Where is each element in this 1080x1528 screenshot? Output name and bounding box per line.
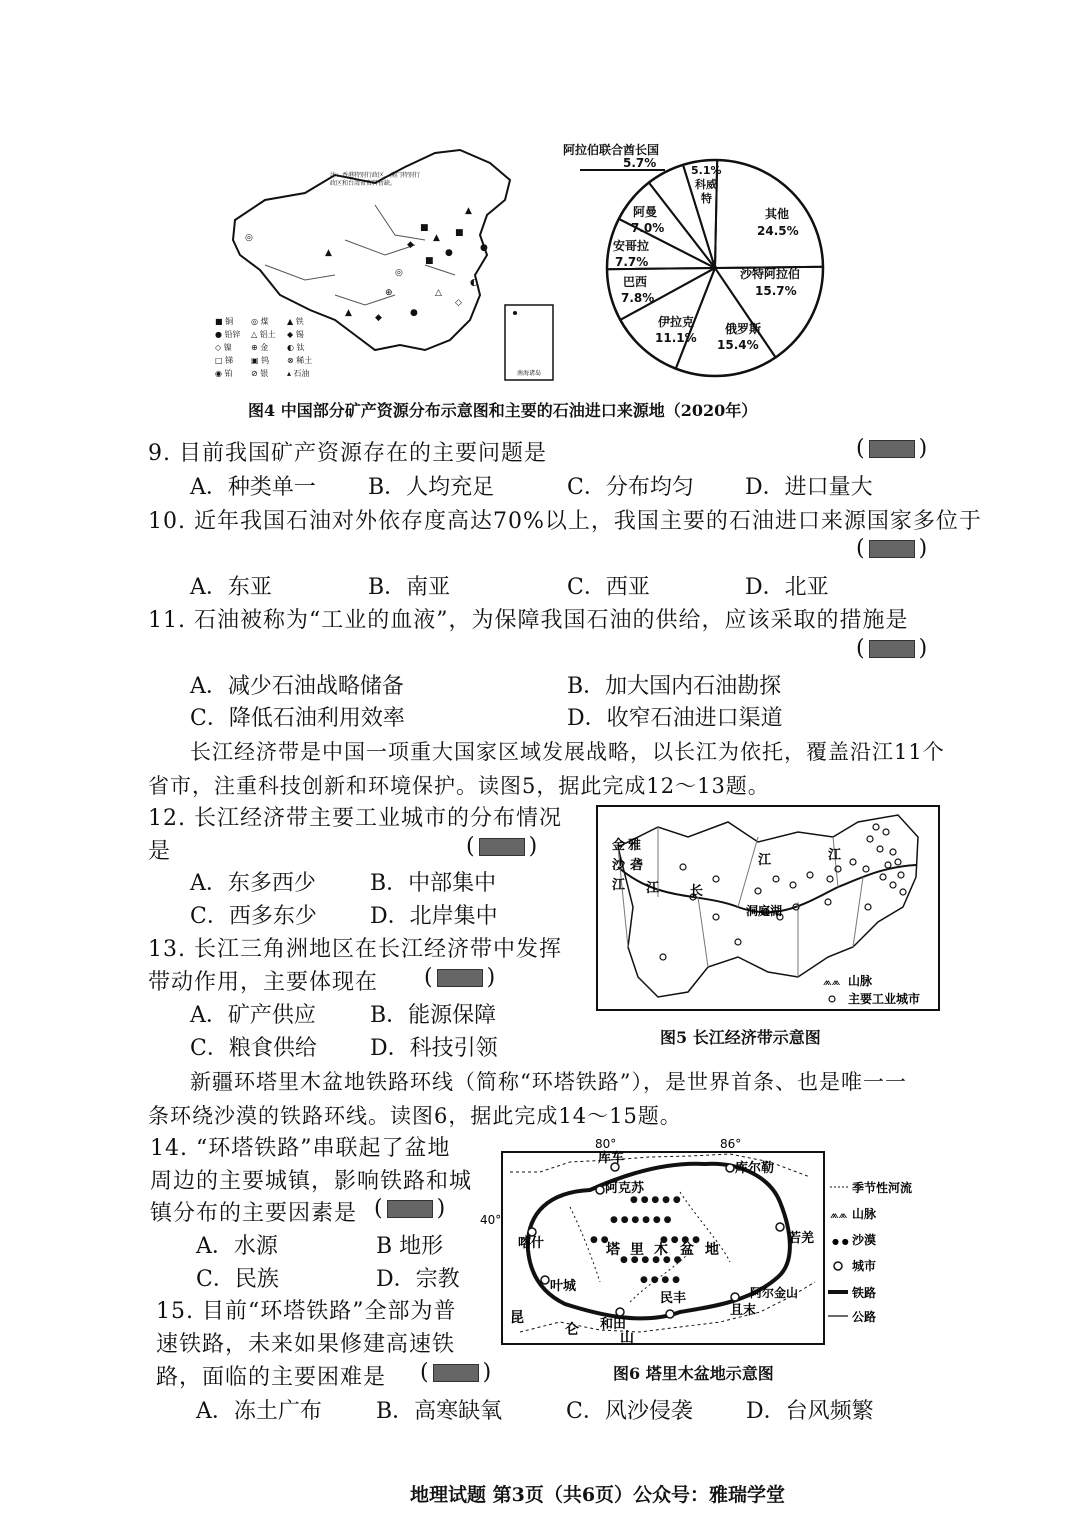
q9-option-b[interactable]: B．人均充足 [368, 475, 495, 500]
legend4-item: ■ 铜 [215, 317, 234, 326]
q12-answer-blank[interactable]: ( ) [466, 834, 538, 859]
q12-stem-line1: 12. 长江经济带主要工业城市的分布情况 [148, 806, 562, 831]
legend4-item: ◉ 铂 [215, 369, 233, 378]
q11-stem: 11. 石油被称为“工业的血液”，为保障我国石油的供给，应该采取的措施是 [148, 608, 909, 633]
figure6-caption: 图6 塔里木盆地示意图 [613, 1364, 774, 1383]
city-kuerle: 库尔勒 [735, 1161, 775, 1176]
basin-char-5: 地 [705, 1242, 719, 1258]
q9-option-d[interactable]: D．进口量大 [745, 475, 873, 500]
svg-text:● ● ● ● ● ●: ● ● ● ● ● ● [610, 1215, 672, 1225]
map-label-sha: 沙 [612, 858, 626, 873]
pie-label-sa-name: 沙特阿拉伯 [740, 267, 801, 281]
q11-option-a[interactable]: A．减少石油战略储备 [190, 674, 404, 699]
q14-option-b[interactable]: B 地形 [376, 1234, 444, 1259]
figure5-yangtze-map [596, 805, 940, 1011]
pie-label-uae-value: 5.7% [623, 156, 657, 170]
pie-label-om-value: 7.0% [631, 221, 665, 235]
svg-text:◎: ◎ [395, 268, 403, 278]
q13-option-c[interactable]: C．粮食供给 [190, 1036, 317, 1061]
city-qiemo: 且末 [730, 1303, 757, 1318]
legend4-item: ▣ 钨 [251, 356, 270, 365]
pie-label-ru-name: 俄罗斯 [725, 322, 762, 336]
legend4-item: ⊕ 金 [251, 343, 269, 352]
legend4-item: ⊘ 银 [251, 369, 269, 378]
map-label-jiang1: 江 [612, 878, 626, 893]
q12-option-b[interactable]: B．中部集中 [370, 871, 497, 896]
q9-answer-blank[interactable]: ( ) [856, 436, 928, 461]
mountain-symbol: ⩕⩕ [823, 975, 841, 988]
q10-option-d[interactable]: D．北亚 [745, 575, 829, 600]
svg-text:●: ● [480, 243, 488, 253]
q14-option-d[interactable]: D．宗教 [376, 1267, 460, 1292]
pie-label-uae-name: 阿拉伯联合酋长国 [563, 143, 660, 157]
svg-text:● ● ● ● ●: ● ● ● ● ● [630, 1195, 681, 1205]
pie-label-om-name: 阿曼 [633, 205, 658, 219]
map-label-jin: 金 [612, 838, 626, 853]
q10-option-a[interactable]: A．东亚 [190, 575, 272, 600]
svg-text:⊕: ⊕ [385, 288, 393, 298]
q9-stem: 9. 目前我国矿产资源存在的主要问题是 [148, 441, 547, 466]
q10-stem: 10. 近年我国石油对外依存度高达70%以上，我国主要的石油进口来源国家多位于 [148, 509, 982, 534]
svg-text:沙漠: 沙漠 [852, 1233, 877, 1247]
q14-answer-blank[interactable]: ( ) [374, 1196, 446, 1221]
legend4-item: ▴ 石油 [287, 369, 310, 378]
svg-text:■: ■ [420, 223, 429, 233]
q12-option-c[interactable]: C．西多东少 [190, 904, 317, 929]
svg-text:●: ● [410, 308, 418, 318]
q11-answer-blank[interactable]: ( ) [856, 636, 928, 661]
legend4-item: ● 铅锌 [215, 330, 241, 339]
svg-text:● ●: ● ● [590, 1235, 609, 1245]
pie-label-ao-value: 7.7% [615, 255, 649, 269]
map-label-jiang4: 江 [828, 848, 842, 863]
figure6-legend [828, 1180, 912, 1324]
svg-text:▲: ▲ [465, 206, 472, 216]
city-yecheng: 叶城 [550, 1279, 577, 1294]
svg-text:● ● ● ● ● ●: ● ● ● ● ● ● [620, 1255, 682, 1265]
pie-label-ao-name: 安哥拉 [613, 239, 650, 253]
pie-label-iq-value: 11.1% [655, 331, 697, 345]
pie-label-br-name: 巴西 [623, 275, 648, 289]
lon-86: 86° [720, 1137, 742, 1151]
q13-stem-line2: 带动作用，主要体现在 [148, 970, 379, 995]
q15-option-d[interactable]: D．台风频繁 [746, 1399, 874, 1424]
q14-stem-line2: 周边的主要城镇，影响铁路和城 [150, 1169, 473, 1194]
pie-label-other-name: 其他 [765, 207, 790, 221]
q14-stem-line3: 镇分布的主要因素是 [150, 1201, 358, 1226]
q15-stem-line1: 15. 目前“环塔铁路”全部为普 [156, 1299, 457, 1324]
q12-stem-line2: 是 [148, 839, 172, 864]
svg-text:山脉: 山脉 [852, 1207, 877, 1221]
svg-text:● ●: ● ● [832, 1237, 849, 1246]
range-kunlun-3: 山 [620, 1330, 634, 1346]
map-label-long: 砻 [630, 858, 644, 873]
q9-option-a[interactable]: A．种类单一 [190, 475, 316, 500]
figure6-tarim-map [480, 1132, 940, 1352]
svg-text:⩕⩕: ⩕⩕ [830, 1208, 848, 1221]
basin-char-2: 里 [630, 1242, 644, 1258]
svg-text:▲: ▲ [433, 233, 440, 243]
svg-text:季节性河流: 季节性河流 [852, 1181, 913, 1195]
q11-option-c[interactable]: C．降低石油利用效率 [190, 706, 405, 731]
svg-text:■: ■ [455, 228, 464, 238]
page-footer: 地理试题 第3页（共6页）公众号：雅瑞学堂 [410, 1484, 786, 1506]
pie-label-iq-name: 伊拉克 [658, 315, 695, 329]
map-label-jiang2: 江 [646, 881, 660, 896]
passage-tarim-line2: 条环绕沙漠的铁路环线。读图6，据此完成14～15题。 [148, 1104, 682, 1128]
svg-text:城市: 城市 [852, 1259, 877, 1273]
svg-text:◐: ◐ [470, 278, 478, 288]
svg-text:● ● ● ●: ● ● ● ● [640, 1275, 680, 1285]
q13-option-b[interactable]: B．能源保障 [370, 1003, 497, 1028]
q14-option-a[interactable]: A．水源 [196, 1234, 278, 1259]
basin-char-3: 木 [654, 1242, 668, 1258]
legend4-item: □ 锑 [215, 356, 234, 365]
q15-stem-line3: 路，面临的主要困难是 [156, 1365, 387, 1390]
range-altun: 阿尔金山 [750, 1286, 799, 1300]
basin-char-1: 塔 [606, 1242, 620, 1258]
legend5-mountain: 山脉 [848, 974, 873, 988]
lat-40: 40° [480, 1213, 502, 1227]
q15-option-a[interactable]: A．冻土广布 [196, 1399, 322, 1424]
city-kashi: 喀什 [518, 1236, 545, 1251]
legend4-item: ◐ 钛 [287, 343, 305, 352]
city-akesu: 阿克苏 [605, 1181, 645, 1196]
svg-text:南海诸岛: 南海诸岛 [517, 370, 542, 377]
svg-text:公路: 公路 [852, 1310, 877, 1324]
svg-text:◆: ◆ [375, 313, 382, 323]
q11-option-b[interactable]: B．加大国内石油勘探 [567, 674, 782, 699]
q13-option-a[interactable]: A．矿产供应 [190, 1003, 316, 1028]
map-label-jiang3: 江 [758, 853, 772, 868]
answer-box [869, 640, 915, 658]
figure4-legend [215, 315, 325, 380]
q14-stem-line1: 14. “环塔铁路”串联起了盆地 [150, 1136, 451, 1161]
q15-option-c[interactable]: C．风沙侵袭 [566, 1399, 693, 1424]
pie-label-ru-value: 15.4% [717, 338, 759, 352]
pie-label-br-value: 7.8% [621, 291, 655, 305]
city-ruoqiang: 若羌 [788, 1231, 815, 1246]
legend4-item: ▲ 铁 [287, 317, 304, 326]
q13-answer-blank[interactable]: ( ) [424, 965, 496, 990]
pie-label-other-value: 24.5% [757, 224, 799, 238]
q11-option-d[interactable]: D．收窄石油进口渠道 [567, 706, 783, 731]
q14-option-c[interactable]: C．民族 [196, 1267, 279, 1292]
svg-text:◆: ◆ [407, 240, 414, 250]
svg-text:◎: ◎ [245, 233, 253, 243]
legend4-item: ◇ 镍 [215, 343, 232, 352]
passage-tarim-line1: 新疆环塔里木盆地铁路环线（简称“环塔铁路”），是世界首条、也是唯一一 [190, 1070, 907, 1094]
answer-box [479, 838, 525, 856]
legend5-city-symbol [829, 996, 835, 1002]
legend5-city: 主要工业城市 [848, 992, 921, 1006]
svg-text:▲: ▲ [325, 248, 332, 258]
q10-option-b[interactable]: B．南亚 [368, 575, 451, 600]
legend4-item: ◎ 煤 [251, 317, 269, 326]
passage-yangtze-line1: 长江经济带是中国一项重大国家区域发展战略，以长江为依托，覆盖沿江11个 [190, 740, 945, 764]
legend4-item: ⊗ 稀土 [287, 356, 313, 365]
q9-option-c[interactable]: C．分布均匀 [567, 475, 694, 500]
map-label-chang: 长 [690, 884, 704, 899]
figure4-caption: 图4 中国部分矿产资源分布示意图和主要的石油进口来源地（2020年） [248, 401, 758, 420]
pie-label-kw-name1: 科威 [695, 178, 717, 191]
answer-box [869, 440, 915, 458]
svg-text:●: ● [445, 248, 453, 258]
map-label-ya: 雅 [628, 838, 642, 853]
q13-stem-line1: 13. 长江三角洲地区在长江经济带中发挥 [148, 937, 562, 962]
city-minfeng: 民丰 [660, 1291, 687, 1306]
map-label-dongting: 洞庭湖 [746, 904, 783, 918]
q15-stem-line2: 速铁路，未来如果修建高速铁 [156, 1332, 456, 1357]
range-kunlun-1: 昆 [510, 1310, 524, 1326]
legend4-item: △ 铝土 [251, 330, 276, 339]
answer-box [437, 969, 483, 987]
legend4-item: ◆ 锡 [287, 330, 304, 339]
q10-option-c[interactable]: C．西亚 [567, 575, 650, 600]
svg-text:● ● ● ●: ● ● ● ● [660, 1235, 700, 1245]
q12-option-a[interactable]: A．东多西少 [190, 871, 316, 896]
answer-box [869, 540, 915, 558]
lon-80: 80° [595, 1137, 617, 1151]
answer-box [387, 1200, 433, 1218]
figure5-caption: 图5 长江经济带示意图 [660, 1028, 821, 1047]
q13-option-d[interactable]: D．科技引领 [370, 1036, 498, 1061]
q12-option-d[interactable]: D．北岸集中 [370, 904, 498, 929]
svg-text:△: △ [435, 288, 442, 298]
city-kuche: 库车 [598, 1151, 625, 1166]
pie-label-kw-value: 5.1% [691, 164, 722, 177]
q15-answer-blank[interactable]: ( ) [420, 1360, 492, 1385]
figure4-pie-chart [563, 140, 855, 390]
pie-label-kw-name2: 特 [701, 192, 712, 205]
range-kunlun-2: 仑 [565, 1322, 579, 1338]
svg-text:■: ■ [425, 256, 434, 266]
answer-box [433, 1364, 479, 1382]
svg-text:◇: ◇ [455, 298, 462, 308]
city-hetian: 和田 [600, 1317, 627, 1332]
passage-yangtze-line2: 省市，注重科技创新和环境保护。读图5，据此完成12～13题。 [148, 774, 770, 798]
q10-answer-blank[interactable]: ( ) [856, 536, 928, 561]
pie-label-sa-value: 15.7% [755, 284, 797, 298]
q15-option-b[interactable]: B．高寒缺氧 [376, 1399, 503, 1424]
basin-char-4: 盆 [680, 1242, 694, 1258]
figure4-map-note: 注：香港特别行政区、澳门特别行政区和台湾省资料暂缺。 [330, 172, 421, 187]
svg-text:▲: ▲ [345, 308, 352, 318]
svg-text:铁路: 铁路 [852, 1286, 877, 1300]
